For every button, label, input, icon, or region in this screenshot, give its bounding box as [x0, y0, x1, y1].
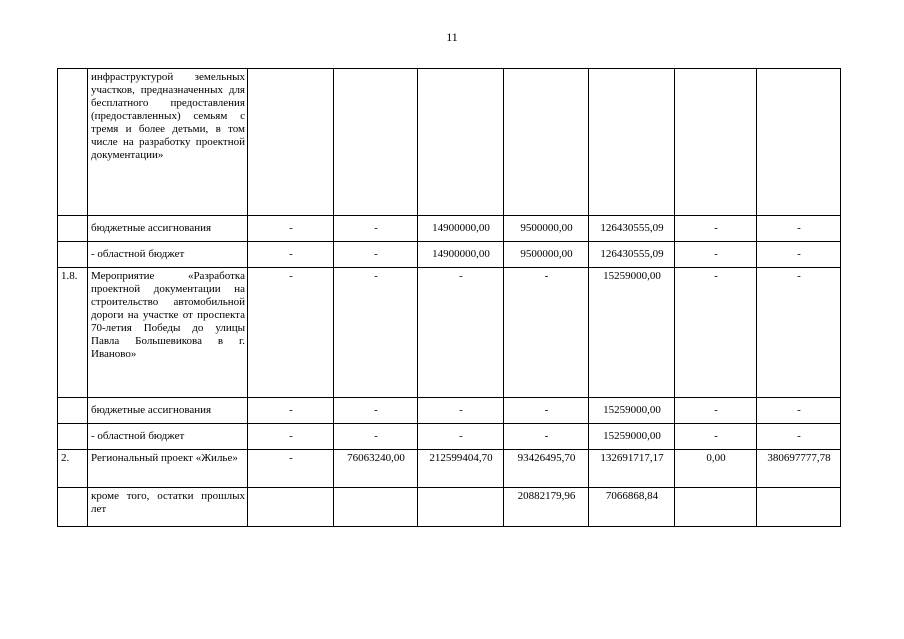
row-index — [58, 398, 88, 424]
row-index: 2. — [58, 450, 88, 488]
cell-value: - — [418, 424, 504, 450]
cell-value: 0,00 — [675, 450, 757, 488]
cell-value — [418, 488, 504, 527]
cell-value: - — [334, 268, 418, 398]
cell-value: - — [334, 242, 418, 268]
cell-value: - — [504, 424, 589, 450]
row-description: Мероприятие «Разработка проектной документации на строительство автомобильной дороги на участке от проспекта 70-летия Победы до улицы Павла Большевикова в г. Иваново» — [88, 268, 248, 398]
row-description: Региональный проект «Жилье» — [88, 450, 248, 488]
row-description: - областной бюджет — [88, 424, 248, 450]
cell-value: 126430555,09 — [589, 242, 675, 268]
row-description: бюджетные ассигнования — [88, 398, 248, 424]
cell-value: - — [675, 398, 757, 424]
cell-value: 9500000,00 — [504, 242, 589, 268]
cell-value: - — [675, 216, 757, 242]
page-number: 11 — [446, 30, 458, 44]
cell-value: - — [675, 268, 757, 398]
cell-value: - — [504, 268, 589, 398]
row-index — [58, 69, 88, 216]
row-index: 1.8. — [58, 268, 88, 398]
cell-value: - — [675, 242, 757, 268]
budget-table — [57, 68, 841, 527]
cell-value: 93426495,70 — [504, 450, 589, 488]
table-row — [58, 424, 841, 450]
cell-value — [334, 488, 418, 527]
table-row — [58, 398, 841, 424]
table-row — [58, 216, 841, 242]
cell-value: 15259000,00 — [589, 398, 675, 424]
cell-value: - — [248, 398, 334, 424]
row-index — [58, 216, 88, 242]
cell-value — [589, 69, 675, 216]
cell-value: 132691717,17 — [589, 450, 675, 488]
cell-value: - — [418, 398, 504, 424]
cell-value: - — [248, 216, 334, 242]
cell-value — [504, 69, 589, 216]
cell-value — [757, 69, 841, 216]
cell-value: - — [248, 268, 334, 398]
table-row — [58, 69, 841, 216]
cell-value: 15259000,00 — [589, 268, 675, 398]
row-description: - областной бюджет — [88, 242, 248, 268]
cell-value: - — [757, 242, 841, 268]
cell-value: - — [504, 398, 589, 424]
cell-value: 9500000,00 — [504, 216, 589, 242]
cell-value: - — [757, 424, 841, 450]
cell-value: - — [757, 268, 841, 398]
row-index — [58, 424, 88, 450]
cell-value — [334, 69, 418, 216]
cell-value: - — [334, 398, 418, 424]
table-row — [58, 242, 841, 268]
cell-value: 212599404,70 — [418, 450, 504, 488]
cell-value — [757, 488, 841, 527]
cell-value: - — [248, 450, 334, 488]
cell-value — [418, 69, 504, 216]
cell-value: - — [248, 424, 334, 450]
cell-value: 380697777,78 — [757, 450, 841, 488]
cell-value: 7066868,84 — [589, 488, 675, 527]
row-description: кроме того, остатки прошлых лет — [88, 488, 248, 527]
cell-value — [675, 488, 757, 527]
cell-value: - — [334, 216, 418, 242]
table-row — [58, 488, 841, 527]
table-row — [58, 268, 841, 398]
cell-value: 14900000,00 — [418, 242, 504, 268]
cell-value: 126430555,09 — [589, 216, 675, 242]
row-description: бюджетные ассигнования — [88, 216, 248, 242]
row-description: инфраструктурой земельных участков, предназначенных для бесплатного предоставления (предоставленных) семьям с тремя и более детьми, в том числе на разработку проектной документации» — [88, 69, 248, 216]
cell-value — [248, 488, 334, 527]
cell-value: - — [418, 268, 504, 398]
table-row — [58, 450, 841, 488]
cell-value: - — [757, 398, 841, 424]
row-index — [58, 488, 88, 527]
cell-value: - — [334, 424, 418, 450]
cell-value: 15259000,00 — [589, 424, 675, 450]
cell-value: - — [248, 242, 334, 268]
cell-value: 76063240,00 — [334, 450, 418, 488]
cell-value — [248, 69, 334, 216]
cell-value: 14900000,00 — [418, 216, 504, 242]
cell-value: - — [675, 424, 757, 450]
row-index — [58, 242, 88, 268]
cell-value: - — [757, 216, 841, 242]
cell-value — [675, 69, 757, 216]
cell-value: 20882179,96 — [504, 488, 589, 527]
